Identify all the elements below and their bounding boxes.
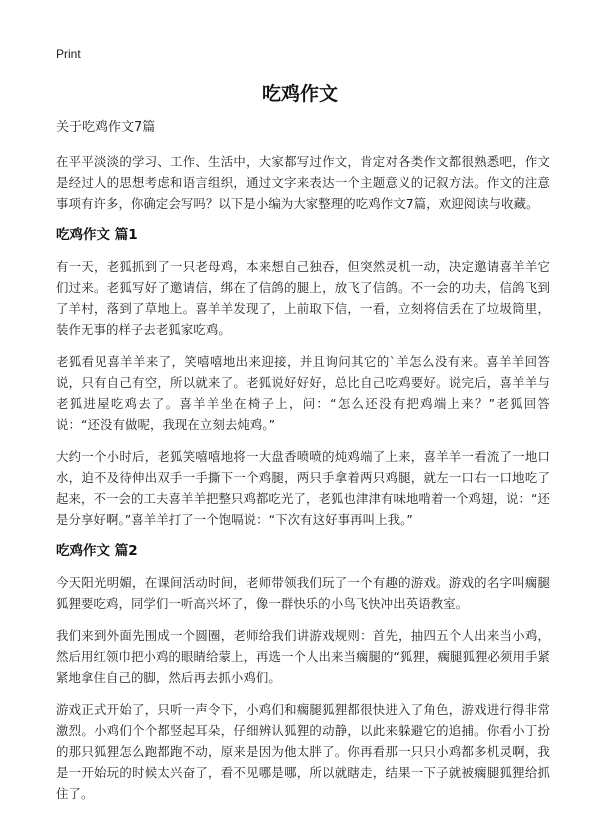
intro-paragraph: 在平平淡淡的学习、工作、生活中，大家都写过作文，肯定对各类作文都很熟悉吧，作文是经过人的思想考虑和语言组织，通过文字来表达一个主题意义的记叙方法。作文的注意事项有许多，你确定会写吗？以下是小编为大家整理的吃鸡作文7篇，欢迎阅读与收藏。 — [56, 154, 550, 211]
page-title: 吃鸡作文 — [261, 83, 338, 105]
section-2-paragraph-3: 游戏正式开始了，只听一声令下，小鸡们和瘸腿狐狸都很快进入了角色，游戏进行得非常激烈。小鸡们个个都竖起耳朵，仔细辨认狐狸的动静，以此来躲避它的追捕。你看小丁扮的那只狐狸怎么跑都跑不动，原来是因为他太胖了。你再看那一只只小鸡都多机灵啊，我是一开始玩的时候太兴奋了，看不见哪是哪，所以就瞎走，结果一下子就被瘸腿狐狸给抓住了。 — [56, 702, 550, 801]
section-heading-2: 吃鸡作文 篇2 — [56, 543, 138, 559]
section-2-paragraph-2: 我们来到外面先围成一个圆圈，老师给我们讲游戏规则：首先，抽四五个人出来当小鸡，然后用红领巾把小鸡的眼睛给蒙上，再选一个人出来当瘸腿的“狐狸，瘸腿狐狸必须用手紧紧地拿住自己的脚，然后再去抓小鸡们。 — [56, 628, 550, 685]
section-1-paragraph-3: 大约一个小时后，老狐笑嘻嘻地将一大盘香喷喷的炖鸡端了上来，喜羊羊一看流了一地口水，迫不及待伸出双手一手撕下一个鸡腿，两只手拿着两只鸡腿，就左一口右一口地吃了起来，不一会的工夫喜羊羊把整只鸡都吃光了，老狐也津津有味地啃着一个鸡翅，说：“还是分享好啊。”喜羊羊打了一个饱嗝说：“下次有这好事再叫上我。” — [56, 449, 550, 527]
section-1-paragraph-1: 有一天，老狐抓到了一只老母鸡，本来想自己独吞，但突然灵机一动，决定邀请喜羊羊它们过来。老狐写好了邀请信，绑在了信鸽的腿上，放飞了信鸽。不一会的功夫，信鸽飞到了羊村，落到了草地上。喜羊羊发现了，上前取下信，一看，立刻将信丢在了垃圾筒里，装作无事的样子去老狐家吃鸡。 — [56, 259, 550, 337]
section-2-paragraph-1: 今天阳光明媚，在课间活动时间，老师带领我们玩了一个有趣的游戏。游戏的名字叫瘸腿狐狸要吃鸡，同学们一听高兴坏了，像一群快乐的小鸟飞快冲出英语教室。 — [56, 575, 550, 611]
section-heading-1: 吃鸡作文 篇1 — [56, 227, 138, 243]
print-link[interactable]: Print — [56, 47, 81, 61]
document-body — [56, 118, 550, 815]
section-1-paragraph-2: 老狐看见喜羊羊来了，笑嘻嘻地出来迎接，并且询问其它的`羊怎么没有来。喜羊羊回答说，只有自己有空，所以就来了。老狐说好好好，总比自己吃鸡要好。说完后，喜羊羊与老狐进屋吃鸡去了。喜羊羊坐在椅子上，问：“怎么还没有把鸡端上来？”老狐回答说：“还没有做呢，我现在立刻去炖鸡。” — [56, 354, 550, 432]
document-subtitle: 关于吃鸡作文7篇 — [56, 120, 156, 135]
